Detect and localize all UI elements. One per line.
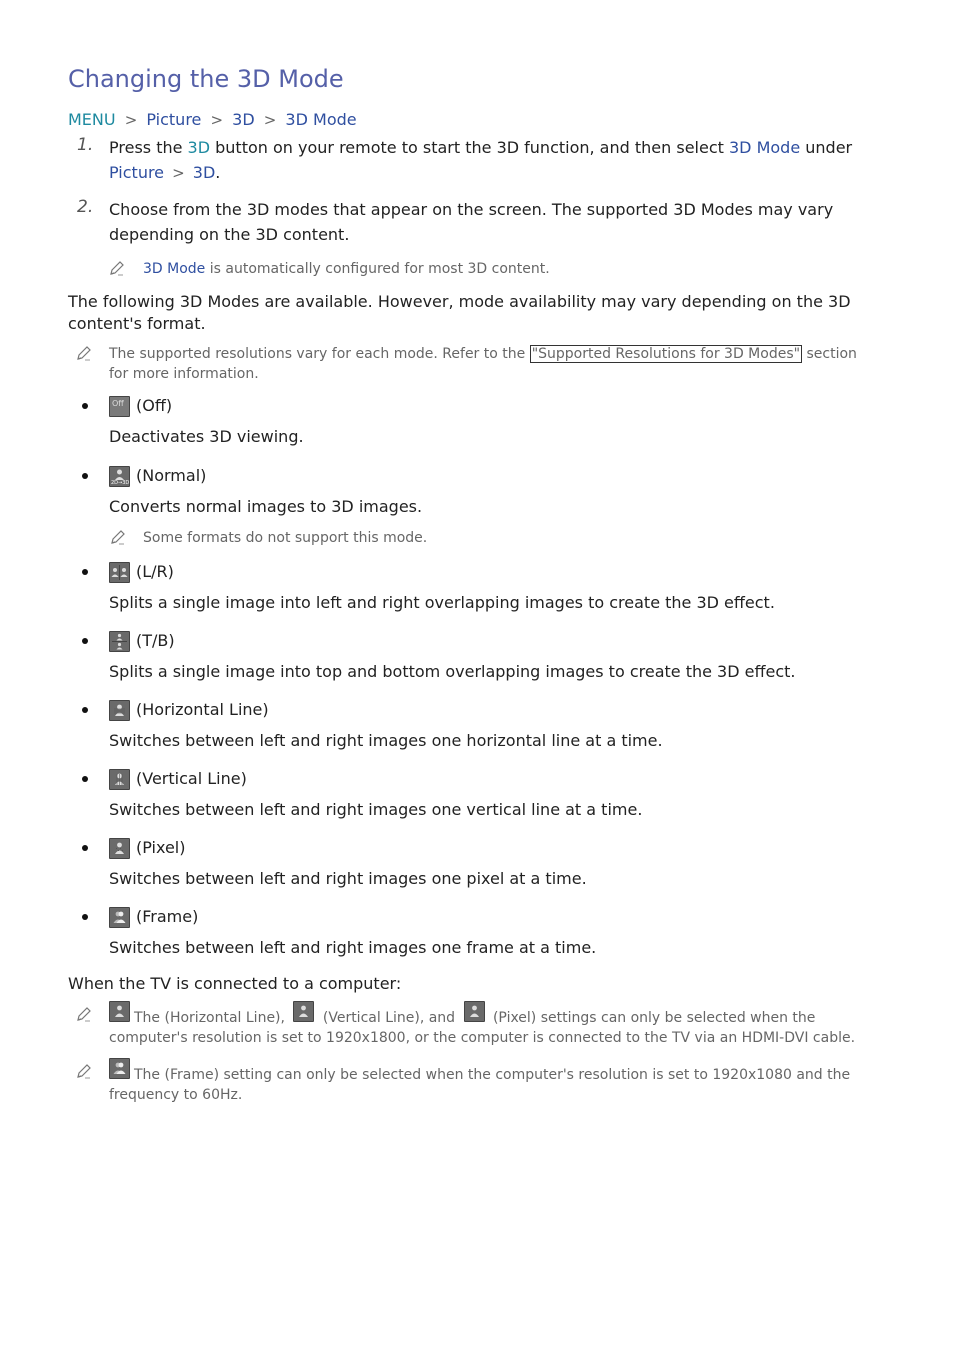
pencil-icon	[75, 1062, 93, 1080]
key-3d: 3D	[187, 138, 211, 157]
mode-description: Switches between left and right images one frame at a time.	[109, 938, 597, 957]
mode-label: (T/B)	[136, 631, 175, 650]
step-number: 2.	[77, 197, 94, 217]
note-pc-lines	[68, 1001, 878, 1048]
pencil-icon	[108, 259, 126, 277]
modes-list	[68, 394, 878, 960]
step-text: Choose from the 3D modes that appear on the screen. The supported 3D Modes may vary	[109, 200, 834, 219]
bullet	[82, 638, 88, 644]
breadcrumb-menu[interactable]: MENU	[68, 110, 116, 129]
mode-label: (Frame)	[136, 907, 199, 926]
note-pc-frame	[68, 1058, 878, 1105]
note-text: (Pixel) settings can only be selected when the	[488, 1010, 816, 1026]
bullet	[82, 569, 88, 575]
path-separator: >	[172, 164, 185, 182]
mode-label: (Horizontal Line)	[136, 700, 269, 719]
note-formats	[109, 528, 878, 548]
note-text: section for more information.	[109, 346, 857, 382]
mode-description: Switches between left and right images one vertical line at a time.	[109, 800, 643, 819]
computer-intro: When the TV is connected to a computer:	[68, 974, 402, 993]
breadcrumb	[68, 108, 878, 132]
step-text: under	[800, 138, 853, 157]
step-2	[68, 197, 878, 247]
mode-description: Converts normal images to 3D images.	[109, 497, 423, 516]
tb-icon	[109, 631, 130, 652]
step-text: Press the	[109, 138, 188, 157]
mode-label: (Vertical Line)	[136, 769, 247, 788]
key-3d-mode: 3D Mode	[728, 138, 801, 157]
bullet	[82, 914, 88, 920]
bullet	[82, 403, 88, 409]
breadcrumb-picture[interactable]: Picture	[146, 110, 202, 129]
mode-label: (L/R)	[136, 562, 174, 581]
mode-label: (Pixel)	[136, 838, 186, 857]
mode-label: (Normal)	[136, 466, 207, 485]
breadcrumb-separator: >	[263, 111, 277, 129]
off-icon: Off	[109, 396, 130, 417]
pencil-icon	[75, 344, 93, 362]
vertical-line-icon	[109, 769, 130, 790]
note-text: computer's resolution is set to 1920x1800, or the computer is connected to the TV via an HDMI-DVI cable.	[109, 1030, 856, 1046]
mode-label: (Off)	[136, 396, 173, 415]
frame-icon	[109, 1058, 130, 1079]
mode-description: Splits a single image into top and bottom overlapping images to create the 3D effect.	[109, 662, 796, 681]
step-text: .	[215, 163, 221, 182]
bullet	[82, 845, 88, 851]
list-item	[68, 767, 878, 822]
page-title: Changing the 3D Mode	[68, 65, 344, 93]
step-text: depending on the 3D content.	[109, 225, 350, 244]
intro-paragraph: The following 3D Modes are available. However, mode availability may vary depending on the 3D content's format.	[68, 292, 851, 333]
horizontal-line-icon	[109, 1001, 130, 1022]
normal-icon: 2D→3D	[109, 466, 130, 487]
note-text: is automatically configured for most 3D content.	[205, 261, 550, 277]
vertical-line-icon	[293, 1001, 314, 1022]
mode-description: Switches between left and right images one pixel at a time.	[109, 869, 587, 888]
pencil-icon	[109, 528, 127, 546]
supported-resolutions-link[interactable]: "Supported Resolutions for 3D Modes"	[531, 346, 801, 362]
mode-description: Switches between left and right images one horizontal line at a time.	[109, 731, 663, 750]
bullet	[82, 473, 88, 479]
breadcrumb-3d-mode[interactable]: 3D Mode	[285, 110, 357, 129]
bullet	[82, 707, 88, 713]
list-item	[68, 905, 878, 960]
step-text: button on your remote to start the 3D function, and then select	[210, 138, 729, 157]
note-text: Some formats do not support this mode.	[143, 530, 428, 546]
note-resolutions	[68, 344, 878, 384]
page	[68, 62, 878, 1105]
list-item	[68, 698, 878, 753]
note-text: The (Horizontal Line),	[134, 1010, 290, 1026]
key-3d: 3D	[192, 163, 216, 182]
breadcrumb-separator: >	[210, 111, 224, 129]
step-number: 1.	[77, 135, 94, 155]
note-auto-config	[68, 259, 878, 279]
bullet	[82, 776, 88, 782]
key-picture: Picture	[109, 163, 165, 182]
mode-description: Deactivates 3D viewing.	[109, 427, 304, 446]
note-text: frequency to 60Hz.	[109, 1087, 243, 1103]
note-text: The (Frame) setting can only be selected when the computer's resolution is set to 1920x1080 and the	[134, 1067, 851, 1083]
step-1	[68, 135, 878, 186]
steps-list	[68, 135, 878, 247]
lr-icon	[109, 562, 130, 583]
note-text: The supported resolutions vary for each mode. Refer to the	[109, 346, 530, 362]
breadcrumb-3d[interactable]: 3D	[232, 110, 255, 129]
list-item	[68, 629, 878, 684]
list-item	[68, 464, 878, 548]
frame-icon	[109, 907, 130, 928]
note-text: (Vertical Line), and	[318, 1010, 460, 1026]
pencil-icon	[75, 1005, 93, 1023]
mode-description: Splits a single image into left and right overlapping images to create the 3D effect.	[109, 593, 775, 612]
pixel-icon	[109, 838, 130, 859]
list-item	[68, 394, 878, 449]
list-item	[68, 560, 878, 615]
key-3d-mode: 3D Mode	[143, 261, 206, 277]
breadcrumb-separator: >	[124, 111, 138, 129]
list-item	[68, 836, 878, 891]
horizontal-line-icon	[109, 700, 130, 721]
pixel-icon	[464, 1001, 485, 1022]
